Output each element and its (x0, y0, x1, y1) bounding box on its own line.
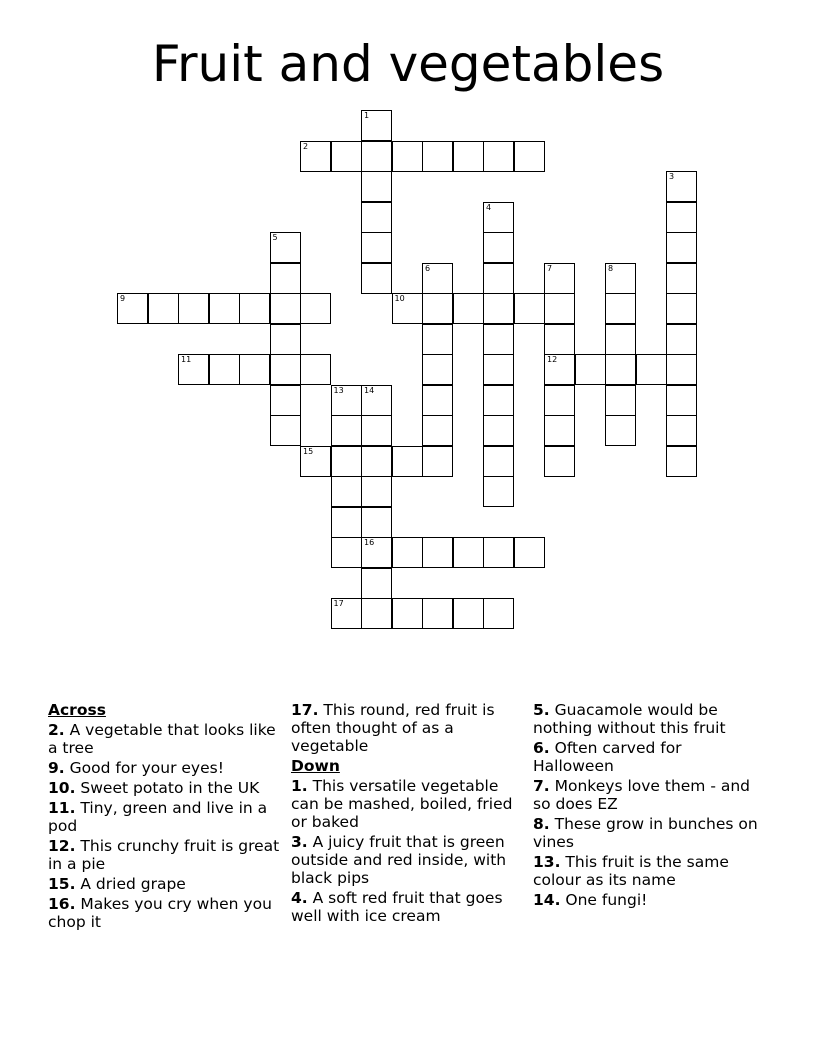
grid-cell[interactable] (361, 446, 392, 477)
grid-cell[interactable] (605, 263, 636, 294)
grid-cell[interactable] (514, 537, 545, 568)
clue-text: This fruit is the same colour as its name (533, 853, 729, 889)
grid-cell[interactable] (270, 354, 301, 385)
clue-number: 4. (291, 889, 308, 907)
clue-down-5 (533, 701, 758, 737)
grid-cell[interactable] (148, 293, 179, 324)
cell-number: 5 (272, 233, 278, 242)
grid-cell[interactable] (300, 354, 331, 385)
grid-cell[interactable] (605, 354, 636, 385)
grid-cell[interactable] (422, 324, 453, 355)
clue-text: One fungi! (565, 891, 648, 909)
grid-cell[interactable] (666, 446, 697, 477)
clue-text: A dried grape (80, 875, 186, 893)
grid-cell[interactable] (666, 354, 697, 385)
clue-number: 10. (48, 779, 76, 797)
cell-number: 3 (669, 172, 675, 181)
grid-cell[interactable] (361, 171, 392, 202)
clue-text: Tiny, green and live in a pod (48, 799, 268, 835)
grid-cell[interactable] (361, 415, 392, 446)
grid-cell[interactable] (483, 476, 514, 507)
cell-number: 11 (181, 355, 192, 364)
cell-number: 17 (333, 599, 344, 608)
clue-text: Often carved for Halloween (533, 739, 682, 775)
grid-cell[interactable] (453, 293, 484, 324)
grid-cell[interactable] (422, 598, 453, 629)
cell-number: 1 (364, 111, 370, 120)
grid-cell[interactable] (392, 141, 423, 172)
grid-cell[interactable] (483, 415, 514, 446)
grid-cell[interactable] (331, 537, 362, 568)
grid-cell[interactable] (666, 232, 697, 263)
grid-cell[interactable] (483, 446, 514, 477)
clue-text: This versatile vegetable can be mashed, boiled, fried or baked (291, 777, 513, 831)
clue-number: 15. (48, 875, 76, 893)
cell-number: 15 (303, 446, 314, 456)
grid-cell[interactable] (544, 293, 575, 324)
clue-down-1 (291, 777, 523, 831)
grid-cell[interactable] (361, 568, 392, 599)
clue-number: 2. (48, 721, 65, 739)
grid-cell[interactable] (483, 232, 514, 263)
clue-number: 1. (291, 777, 308, 795)
grid-cell[interactable] (331, 141, 362, 172)
clue-number: 17. (291, 701, 319, 719)
grid-cell[interactable] (483, 385, 514, 416)
cell-number: 14 (364, 385, 375, 395)
grid-cell[interactable] (270, 324, 301, 355)
grid-cell[interactable] (666, 385, 697, 416)
grid-cell[interactable] (300, 293, 331, 324)
clue-number: 13. (533, 853, 561, 871)
cell-number: 2 (303, 141, 309, 151)
clue-text: This round, red fruit is often thought of as a vegetable (291, 701, 495, 755)
clue-text: These grow in bunches on vines (533, 815, 758, 851)
grid-cell[interactable] (178, 293, 209, 324)
grid-cell[interactable] (605, 324, 636, 355)
grid-cell[interactable] (544, 324, 575, 355)
clue-across-16 (48, 895, 280, 931)
cell-number: 10 (394, 294, 405, 303)
clue-text: Monkeys love them - and so does EZ (533, 777, 751, 813)
grid-cell[interactable] (422, 446, 453, 477)
clue-number: 7. (533, 777, 550, 795)
clues-column-3 (533, 701, 758, 911)
grid-cell[interactable] (392, 293, 423, 324)
cell-number: 9 (120, 294, 126, 303)
clues-column-1 (48, 701, 280, 933)
grid-cell[interactable] (605, 415, 636, 446)
grid-cell[interactable] (483, 141, 514, 172)
grid-cell[interactable] (422, 537, 453, 568)
cell-number: 16 (364, 538, 375, 547)
clue-across-10 (48, 779, 280, 797)
clue-number: 3. (291, 833, 308, 851)
clue-number: 16. (48, 895, 76, 913)
grid-cell[interactable] (483, 537, 514, 568)
page-title: Fruit and vegetables (151, 35, 665, 93)
grid-cell[interactable] (666, 202, 697, 233)
grid-cell[interactable] (178, 354, 209, 385)
cell-number: 7 (547, 263, 553, 273)
grid-cell[interactable] (300, 446, 331, 477)
grid-cell[interactable] (392, 537, 423, 568)
grid-cell[interactable] (270, 293, 301, 324)
clue-down-13 (533, 853, 758, 889)
grid-cell[interactable] (270, 385, 301, 416)
grid-cell[interactable] (483, 202, 514, 233)
grid-cell[interactable] (361, 202, 392, 233)
grid-cell[interactable] (483, 354, 514, 385)
grid-cell[interactable] (361, 110, 392, 141)
grid-cell[interactable] (209, 293, 240, 324)
cell-number: 12 (547, 355, 558, 364)
grid-cell[interactable] (270, 232, 301, 263)
down-heading: Down (291, 757, 340, 775)
clue-down-7 (533, 777, 758, 813)
grid-cell[interactable] (605, 385, 636, 416)
grid-cell[interactable] (422, 415, 453, 446)
grid-cell[interactable] (636, 354, 667, 385)
clue-text: A vegetable that looks like a tree (48, 721, 276, 757)
grid-cell[interactable] (392, 598, 423, 629)
clue-text: Sweet potato in the UK (80, 779, 260, 797)
grid-cell[interactable] (483, 598, 514, 629)
grid-cell[interactable] (544, 263, 575, 294)
grid-cell[interactable] (209, 354, 240, 385)
grid-cell[interactable] (422, 293, 453, 324)
cell-number: 13 (333, 385, 344, 395)
grid-cell[interactable] (453, 141, 484, 172)
grid-cell[interactable] (361, 263, 392, 294)
clue-text: This crunchy fruit is great in a pie (48, 837, 280, 873)
clue-down-3 (291, 833, 523, 887)
grid-cell[interactable] (422, 385, 453, 416)
grid-cell[interactable] (361, 232, 392, 263)
grid-cell[interactable] (544, 415, 575, 446)
grid-cell[interactable] (331, 507, 362, 538)
grid-cell[interactable] (666, 293, 697, 324)
clue-down-8 (533, 815, 758, 851)
grid-cell[interactable] (422, 263, 453, 294)
grid-cell[interactable] (544, 385, 575, 416)
grid-cell[interactable] (331, 415, 362, 446)
clue-text: Makes you cry when you chop it (48, 895, 272, 931)
grid-cell[interactable] (453, 598, 484, 629)
clue-number: 5. (533, 701, 550, 719)
grid-cell[interactable] (514, 141, 545, 172)
cell-number: 8 (608, 263, 614, 273)
cell-number: 4 (486, 202, 492, 212)
clue-down-6 (533, 739, 758, 775)
grid-cell[interactable] (117, 293, 148, 324)
clue-across-11 (48, 799, 280, 835)
grid-cell[interactable] (270, 415, 301, 446)
clue-number: 6. (533, 739, 550, 757)
clue-text: A soft red fruit that goes well with ice cream (291, 889, 503, 925)
clue-across-15 (48, 875, 280, 893)
clue-number: 12. (48, 837, 76, 855)
clue-across-12 (48, 837, 280, 873)
clue-number: 14. (533, 891, 561, 909)
grid-cell[interactable] (483, 263, 514, 294)
grid-cell[interactable] (331, 446, 362, 477)
grid-cell[interactable] (361, 507, 392, 538)
grid-cell[interactable] (666, 415, 697, 446)
grid-cell[interactable] (392, 446, 423, 477)
grid-cell[interactable] (666, 324, 697, 355)
clue-text: A juicy fruit that is green outside and red inside, with black pips (291, 833, 507, 887)
clue-down-14 (533, 891, 758, 909)
grid-cell[interactable] (514, 293, 545, 324)
clue-text: Good for your eyes! (69, 759, 224, 777)
grid-cell[interactable] (361, 141, 392, 172)
grid-cell[interactable] (605, 293, 636, 324)
clue-across-17 (291, 701, 523, 755)
clue-number: 9. (48, 759, 65, 777)
clue-text: Guacamole would be nothing without this fruit (533, 701, 726, 737)
grid-cell[interactable] (666, 171, 697, 202)
grid-cell[interactable] (666, 263, 697, 294)
clue-across-9 (48, 759, 280, 777)
grid-cell[interactable] (453, 537, 484, 568)
grid-cell[interactable] (544, 446, 575, 477)
grid-cell[interactable] (239, 293, 270, 324)
clue-across-2 (48, 721, 280, 757)
clue-down-4 (291, 889, 523, 925)
grid-cell[interactable] (331, 598, 362, 629)
clue-number: 8. (533, 815, 550, 833)
grid-cell[interactable] (483, 324, 514, 355)
grid-cell[interactable] (544, 354, 575, 385)
cell-number: 6 (425, 263, 431, 273)
grid-cell[interactable] (361, 476, 392, 507)
grid-cell[interactable] (331, 385, 362, 416)
grid-cell[interactable] (361, 385, 392, 416)
across-heading: Across (48, 701, 106, 719)
grid-cell[interactable] (575, 354, 606, 385)
grid-cell[interactable] (300, 141, 331, 172)
grid-cell[interactable] (422, 141, 453, 172)
grid-cell[interactable] (422, 354, 453, 385)
grid-cell[interactable] (361, 537, 392, 568)
grid-cell[interactable] (331, 476, 362, 507)
clue-number: 11. (48, 799, 76, 817)
grid-cell[interactable] (239, 354, 270, 385)
grid-cell[interactable] (270, 263, 301, 294)
grid-cell[interactable] (361, 598, 392, 629)
clues-column-2 (291, 701, 523, 927)
grid-cell[interactable] (483, 293, 514, 324)
